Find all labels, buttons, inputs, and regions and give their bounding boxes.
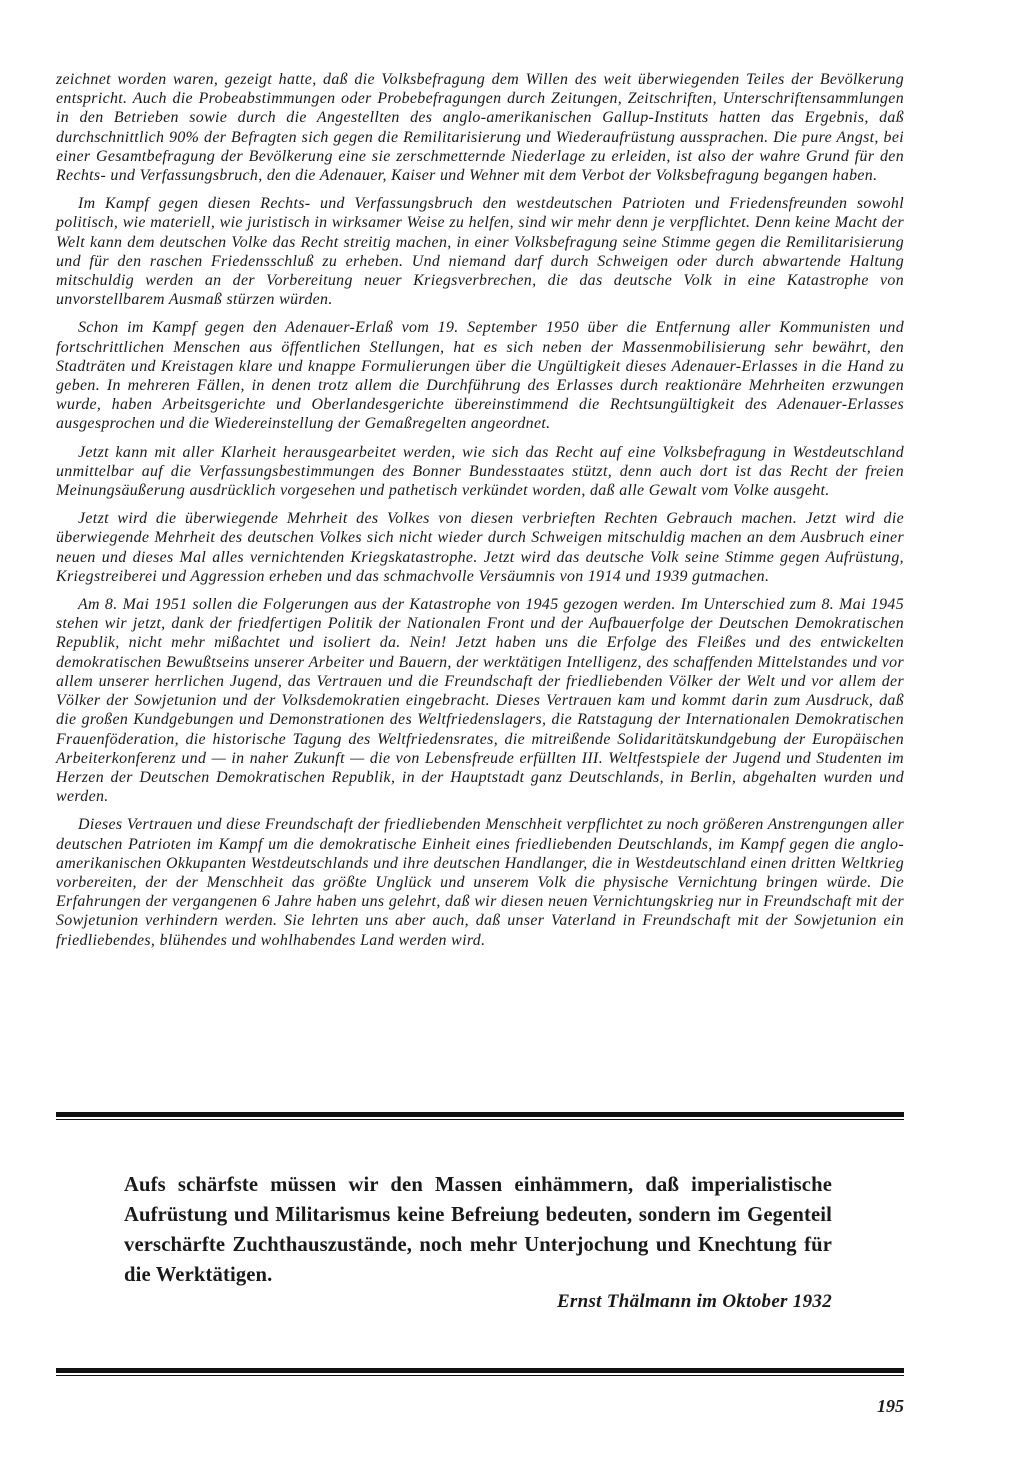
top-divider-rule [56,1112,904,1117]
paragraph-4: Jetzt kann mit aller Klarheit herausgearbeitet werden, wie sich das Recht auf eine Volksbefragung in Westdeutschland unmittelbar auf die Verfassungsbestimmungen des Bonner Bundesstaates stützt, denn auch dort ist das Recht der freien Meinungsäußerung ausdrücklich vorgesehen und pathetisch verkündet worden, daß alle Gewalt vom Volke ausgeht. [56,443,904,500]
article-body [56,70,904,959]
paragraph-6: Am 8. Mai 1951 sollen die Folgerungen aus der Katastrophe von 1945 gezogen werden. Im Unterschied zum 8. Mai 1945 stehen wir jetzt, dank der friedfertigen Politik der Nationalen Front und der Aufbauerfolge der Deutschen Demokratischen Republik, nicht mehr mißachtet und isoliert da. Nein! Jetzt haben uns die Erfolge des Fleißes und des entwickelten demokratischen Bewußtseins unserer Arbeiter und Bauern, der werktätigen Intelligenz, des schaffenden Mittelstandes und vor allem unserer herrlichen Jugend, das Vertrauen und die Freundschaft der friedliebenden Völker der Welt und vor allem der Völker der Sowjetunion und der Volksdemokratien eingebracht. Dieses Vertrauen kam und kommt darin zum Ausdruck, daß die großen Kundgebungen und Demonstrationen des Weltfriedenslagers, die Ratstagung der Internationalen Demokratischen Frauenföderation, die historische Tagung des Weltfriedensrates, die mitreißende Solidaritätskundgebung der Europäischen Arbeiterkonferenz und — in naher Zukunft — die von Lebensfreude erfüllten III. Weltfestspiele der Jugend und Studenten im Herzen der Deutschen Demokratischen Republik, in der Hauptstadt ganz Deutschlands, in Berlin, abgehalten wurden und werden. [56,596,904,806]
paragraph-5: Jetzt wird die überwiegende Mehrheit des Volkes von diesen verbrieften Rechten Gebrauch machen. Jetzt wird die überwiegende Mehrheit des deutschen Volkes sich nicht wieder durch Schweigen mitschuldig machen an dem Ausbruch einer neuen und dieses Mal alles vernichtenden Kriegskatastrophe. Jetzt wird das deutsche Volk seine Stimme gegen Aufrüstung, Kriegstreiberei und Aggression erheben und das schmachvolle Versäumnis von 1914 und 1939 gutmachen. [56,510,904,585]
thaelmann-quote: Aufs schärfste müssen wir den Massen einhämmern, daß imperialistische Aufrüstung und Militarismus keine Befreiung bedeuten, sondern im Gegenteil verschärfte Zuchthauszustände, noch mehr Unterjochung und Knechtung für die Werktätigen. [124,1174,832,1286]
bottom-divider-rule [56,1368,904,1373]
page-number: 195 [877,1396,904,1416]
paragraph-7: Dieses Vertrauen und diese Freundschaft der friedliebenden Menschheit verpflichtet zu noch größeren Anstrengungen aller deutschen Patrioten im Kampf um die demokratische Einheit eines friedliebenden Deutschlands, im Kampf gegen die anglo-amerikanischen Okkupanten Westdeutschlands und ihre deutschen Handlanger, die in Westdeutschland einen dritten Weltkrieg vorbereiten, der der Menschheit das größte Unglück und unserem Volk die physische Vernichtung bringen würde. Die Erfahrungen der vergangenen 6 Jahre haben uns gelehrt, daß wir diesen neuen Vernichtungskrieg nur in Freundschaft mit der Sowjetunion verhindern werden. Sie lehrten uns aber auch, daß unser Vaterland in Freundschaft mit der Sowjetunion ein friedliebendes, blühendes und wohlhabendes Land werden wird. [56,816,904,949]
paragraph-3: Schon im Kampf gegen den Adenauer-Erlaß vom 19. September 1950 über die Entfernung aller Kommunisten und fortschrittlichen Menschen aus öffentlichen Stellungen, hat es sich neben der Massenmobilisierung sehr bewährt, den Stadträten und Kreistagen klare und knappe Formulierungen über die Ungültigkeit dieses Adenauer-Erlasses in die Hand zu geben. In mehreren Fällen, in denen trotz allem die Durchführung des Erlasses durch reaktionäre Mehrheiten erzwungen wurde, haben Arbeitsgerichte und Oberlandesgerichte übereinstimmend die Rechtsungültigkeit des Adenauer-Erlasses ausgesprochen und die Wiedereinstellung der Gemaßregelten angeordnet. [56,319,904,433]
paragraph-2: Im Kampf gegen diesen Rechts- und Verfassungsbruch den westdeutschen Patrioten und Friedensfreunden sowohl politisch, wie materiell, wie juristisch in wirksamer Weise zu helfen, sind wir mehr denn je verpflichtet. Denn keine Macht der Welt kann dem deutschen Volke das Recht streitig machen, in einer Volksbefragung seine Stimme gegen die Remilitarisierung und für den raschen Friedensschluß zu erheben. Und niemand darf durch Schweigen oder durch abwartende Haltung mitschuldig werden an der Vorbereitung neuer Kriegsverbrechen, die das deutsche Volk in eine Katastrophe von unvorstellbarem Ausmaß stürzen würden. [56,195,904,309]
quote-attribution: Ernst Thälmann im Oktober 1932 [556,1291,832,1312]
paragraph-1: zeichnet worden waren, gezeigt hatte, daß die Volksbefragung dem Willen des weit überwiegenden Teiles der Bevölkerung entspricht. Auch die Probeabstimmungen oder Probebefragungen durch Zeitungen, Zeitschriften, Unterschriftensammlungen in den Betrieben sowie durch die Angestellten des anglo-amerikanischen Gallup-Instituts hatten das Ergebnis, daß durchschnittlich 90% der Befragten sich gegen die Remilitarisierung und Wiederaufrüstung aussprachen. Die pure Angst, bei einer Gesamtbefragung der Bevölkerung eine sie zerschmetternde Niederlage zu erleiden, ist also der wahre Grund für den Rechts- und Verfassungsbruch, den die Adenauer, Kaiser und Wehner mit dem Verbot der Volksbefragung begangen haben. [56,71,904,185]
